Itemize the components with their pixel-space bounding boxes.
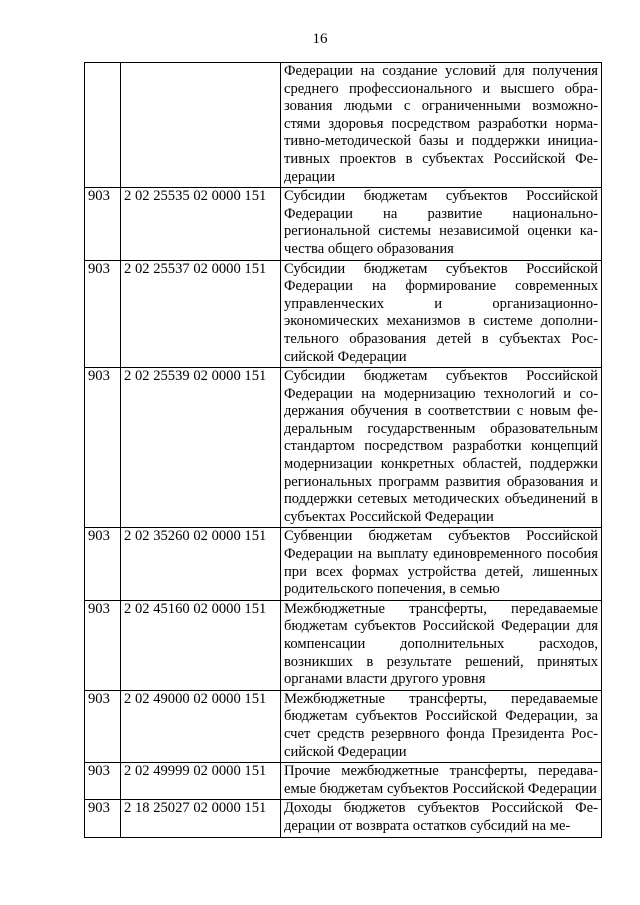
admin-code-cell: 903 — [85, 528, 121, 600]
kbk-code-cell: 2 02 49999 02 0000 151 — [121, 763, 281, 800]
description-cell: Доходы бюджетов субъектов Российской Федерации от возврата остатков субсидий на ме- — [281, 800, 602, 837]
description-cell: Субсидии бюджетам субъектов Российской Федерации на развитие национально-региональной системы независимой оценки качества общего образования — [281, 188, 602, 260]
kbk-code-cell: 2 02 35260 02 0000 151 — [121, 528, 281, 600]
admin-code-cell: 903 — [85, 763, 121, 800]
kbk-code-cell: 2 02 25535 02 0000 151 — [121, 188, 281, 260]
description-cell: Федерации на создание условий для получения среднего профессионального и высшего образования людьми с ограниченными возможностями здоровья посредством разработки нормативно-методической базы и поддержки инициативных проектов в субъектах Российской Федерации — [281, 63, 602, 188]
table-row — [85, 800, 602, 837]
budget-classification-table — [84, 62, 602, 838]
admin-code-cell: 903 — [85, 690, 121, 762]
table-row — [85, 368, 602, 528]
table-row — [85, 528, 602, 600]
table-row — [85, 600, 602, 690]
kbk-code-cell: 2 02 49000 02 0000 151 — [121, 690, 281, 762]
table-row — [85, 763, 602, 800]
admin-code-cell: 903 — [85, 800, 121, 837]
kbk-code-cell: 2 02 45160 02 0000 151 — [121, 600, 281, 690]
kbk-code-cell: 2 02 25537 02 0000 151 — [121, 260, 281, 368]
description-cell: Прочие межбюджетные трансферты, передаваемые бюджетам субъектов Российской Федерации — [281, 763, 602, 800]
description-cell: Субсидии бюджетам субъектов Российской Федерации на формирование современных управленческих и организационно-экономических механизмов в системе дополнительного образования детей в субъектах Российской Федерации — [281, 260, 602, 368]
kbk-code-cell: 2 02 25539 02 0000 151 — [121, 368, 281, 528]
description-cell: Межбюджетные трансферты, передаваемые бюджетам субъектов Российской Федерации для компенсации дополнительных расходов, возникших в результате решений, принятых органами власти другого уровня — [281, 600, 602, 690]
admin-code-cell: 903 — [85, 368, 121, 528]
table-row — [85, 188, 602, 260]
description-cell: Субсидии бюджетам субъектов Российской Федерации на модернизацию технологий и содержания обучения в соответствии с новым федеральным государственным образовательным стандартом посредством разработки концепций модернизации конкретных областей, поддержки региональных программ развития образования и поддержки сетевых методических объединений в субъектах Российской Федерации — [281, 368, 602, 528]
description-cell: Субвенции бюджетам субъектов Российской Федерации на выплату единовременного пособия при всех формах устройства детей, лишенных родительского попечения, в семью — [281, 528, 602, 600]
admin-code-cell: 903 — [85, 600, 121, 690]
admin-code-cell: 903 — [85, 188, 121, 260]
table-row — [85, 63, 602, 188]
kbk-code-cell: 2 18 25027 02 0000 151 — [121, 800, 281, 837]
table-row — [85, 260, 602, 368]
kbk-code-cell — [121, 63, 281, 188]
admin-code-cell — [85, 63, 121, 188]
page-number: 16 — [312, 31, 328, 47]
description-cell: Межбюджетные трансферты, передаваемые бюджетам субъектов Российской Федерации, за счет средств резервного фонда Президента Российской Федерации — [281, 690, 602, 762]
table-row — [85, 690, 602, 762]
admin-code-cell: 903 — [85, 260, 121, 368]
